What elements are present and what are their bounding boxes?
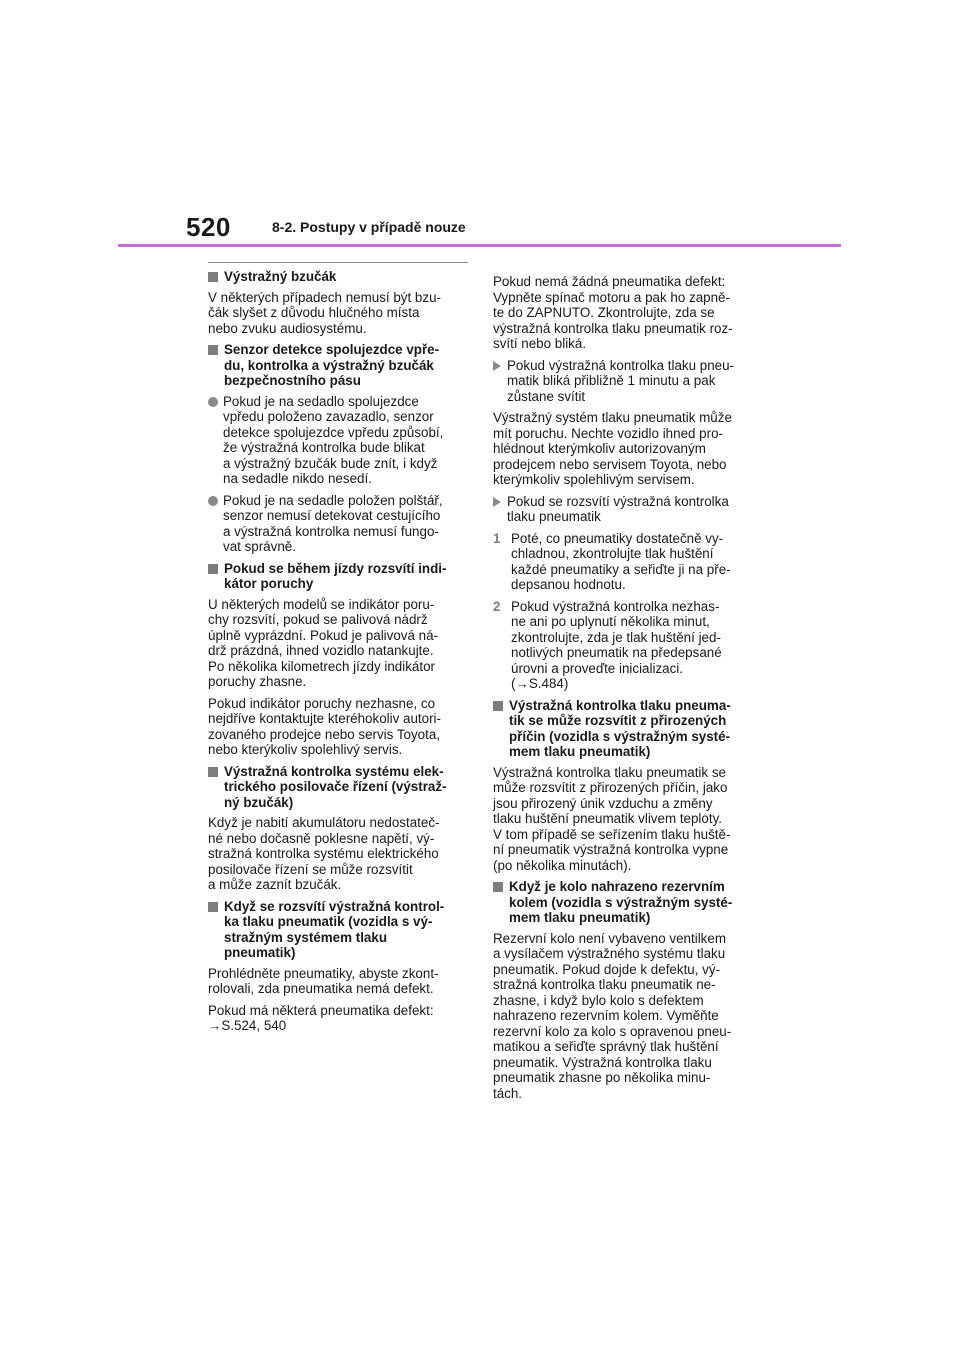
text-line: jsou přirozený únik vzduchu a změny xyxy=(493,795,713,811)
text-line: senzor nemusí detekovat cestujícího xyxy=(223,508,441,523)
text-line: úplně vyprázdní. Pokud je palivová ná- xyxy=(208,627,439,643)
text-line: stražným systémem tlaku xyxy=(224,929,387,945)
text-line: Pokud je na sedadlo spolujezdce xyxy=(223,393,419,409)
text-line: nebo zvuku audiosystému. xyxy=(208,320,367,336)
arrow-item xyxy=(493,358,753,405)
bullet-item xyxy=(208,493,468,555)
text-line: zovaného prodejce nebo servis Toyota, xyxy=(208,726,441,742)
square-bullet-icon xyxy=(208,767,218,777)
text-line: mít poruchu. Nechte vozidlo ihned pro- xyxy=(493,425,723,441)
text-line: na sedadle nikdo nesedí. xyxy=(223,471,372,486)
bullet-text xyxy=(223,493,468,555)
text-line: Když je nabití akumulátoru nedostateč- xyxy=(208,815,440,830)
text-line: a výstražná kontrolka nemusí fungo- xyxy=(223,523,439,539)
text-line: poruchy zhasne. xyxy=(208,674,307,689)
text-line: tách. xyxy=(493,1085,523,1101)
text-line: Rezervní kolo není vybaveno ventilkem xyxy=(493,930,726,946)
bullet-item xyxy=(208,394,468,487)
text-line: (po několika minutách). xyxy=(493,857,632,873)
text-line: ní pneumatik výstražná kontrolka vypne xyxy=(493,842,729,857)
paragraph xyxy=(493,931,753,1102)
heading-rezervni-kolo xyxy=(493,879,753,926)
text-line: vpředu položeno zavazadlo, senzor xyxy=(223,409,434,424)
text-line: kolem (vozidla s výstražným systé- xyxy=(509,894,733,910)
text-line: Senzor detekce spolujezdce vpře- xyxy=(224,342,440,357)
text-line: nebo kterýkoliv spolehlivý servis. xyxy=(208,742,403,757)
step-item xyxy=(493,531,753,593)
text-line: pneumatik. Výstražná kontrolka tlaku xyxy=(493,1054,712,1070)
text-line: každé pneumatiky a seřiďte ji na pře- xyxy=(511,561,731,577)
paragraph xyxy=(208,290,468,337)
text-line: že výstražná kontrolka bude blikat xyxy=(223,440,425,455)
text-line: Výstražná kontrolka tlaku pneumatik se xyxy=(493,764,726,780)
text-line: tik se může rozsvítit z přirozených xyxy=(509,713,727,728)
text-line: svítí nebo bliká. xyxy=(493,336,587,351)
text-line: nahrazeno rezervním kolem. Vyměňte xyxy=(493,1008,719,1023)
text-line: stražná kontrolka tlaku pneumatik ne- xyxy=(493,977,716,992)
paragraph xyxy=(493,765,753,874)
column-top-rule xyxy=(208,262,468,263)
text-line: hlédnout kterýmkoliv autorizovaným xyxy=(493,441,706,456)
text-line: výstražná kontrolka tlaku pneumatik roz- xyxy=(493,320,733,336)
step-number: 2 xyxy=(493,598,501,614)
text-line: pneumatik) xyxy=(224,945,296,960)
text-line: tlaku pneumatik xyxy=(507,509,601,524)
square-bullet-icon xyxy=(493,882,503,892)
circle-bullet-icon xyxy=(208,397,218,407)
text-line: Vypněte spínač motoru a pak ho zapně- xyxy=(493,289,730,305)
text-line: ka tlaku pneumatik (vozidla s vý- xyxy=(224,914,433,929)
square-bullet-icon xyxy=(208,902,218,912)
text-line: U některých modelů se indikátor poru- xyxy=(208,596,435,612)
text-line: Pokud je na sedadle položen polštář, xyxy=(223,492,443,508)
text-line: chy rozsvítí, pokud se palivová nádrž xyxy=(208,612,428,627)
text-line: chladnou, zkontrolujte tlak huštění xyxy=(511,546,714,561)
heading-text xyxy=(224,342,468,389)
text-line: Pokud má některá pneumatika defekt: xyxy=(208,1002,434,1018)
text-line: (→S.484) xyxy=(511,676,569,691)
text-line: Prohlédněte pneumatiky, abyste zkont- xyxy=(208,965,439,981)
triangle-bullet-icon xyxy=(493,361,501,371)
text-line: mem tlaku pneumatik) xyxy=(509,910,651,925)
text-line: du, kontrolka a výstražný bzučák xyxy=(224,357,434,373)
text-line: V některých případech nemusí být bzu- xyxy=(208,289,441,305)
text-line: zkontrolujte, zda je tlak huštění jed- xyxy=(511,629,721,645)
text-line: prodejcem nebo servisem Toyota, nebo xyxy=(493,456,727,472)
text-line: Výstražný bzučák xyxy=(224,269,337,284)
text-line: příčin (vozidla s výstražným systé- xyxy=(509,728,731,744)
text-line: pneumatik zhasne po několika minu- xyxy=(493,1070,711,1085)
section-title: 8-2. Postupy v případě nouze xyxy=(272,219,466,235)
heading-eps-kontrolka xyxy=(208,764,468,811)
text-line: nejdříve kontaktujte kteréhokoliv autori- xyxy=(208,711,441,726)
text-line: ne ani po uplynutí několika minut, xyxy=(511,614,710,629)
text-line: Pokud výstražná kontrolka nezhas- xyxy=(511,598,720,614)
text-line: rezervní kolo za kolo s opravenou pneu- xyxy=(493,1023,732,1039)
circle-bullet-icon xyxy=(208,496,218,506)
text-line: může rozsvítit z přirozených příčin, jako xyxy=(493,780,728,795)
text-line: drž prázdná, ihned vozidlo natankujte. xyxy=(208,643,434,658)
text-line: kátor poruchy xyxy=(224,576,314,591)
text-line: vat správně. xyxy=(223,539,296,554)
text-line: a výstražný bzučák bude znít, i když xyxy=(223,455,438,471)
text-line: Pokud se během jízdy rozsvítí indi- xyxy=(224,560,447,576)
text-line: Po několika kilometrech jízdy indikátor xyxy=(208,658,436,674)
text-line: matikou a seřiďte správný tlak huštění xyxy=(493,1039,719,1054)
text-line: Pokud výstražná kontrolka tlaku pneu- xyxy=(507,357,735,373)
text-line: notlivých pneumatik na předepsané xyxy=(511,645,722,660)
text-line: te do ZAPNUTO. Zkontrolujte, zda se xyxy=(493,305,715,320)
heading-text xyxy=(224,899,468,961)
text-line: stražná kontrolka systému elektrického xyxy=(208,846,439,861)
text-line: detekce spolujezdce vpředu způsobí, xyxy=(223,424,444,440)
text-line: posilovače řízení se může rozsvítit xyxy=(208,861,413,877)
text-line: rolovali, zda pneumatika nemá defekt. xyxy=(208,981,434,996)
square-bullet-icon xyxy=(493,701,503,711)
right-column xyxy=(493,274,753,1107)
heading-vystrazny-bzucak xyxy=(208,269,468,285)
heading-kontrolka-tlaku xyxy=(208,899,468,961)
heading-text xyxy=(224,269,468,285)
text-line: né nebo dočasně poklesne napětí, vý- xyxy=(208,830,435,846)
text-line: Poté, co pneumatiky dostatečně vy- xyxy=(511,530,724,546)
text-line: tlaku huštění pneumatik vlivem teploty. xyxy=(493,811,722,826)
step-number: 1 xyxy=(493,530,501,546)
square-bullet-icon xyxy=(208,345,218,355)
step-item xyxy=(493,599,753,692)
text-line: Výstražná kontrolka tlaku pneuma- xyxy=(509,697,731,713)
text-line: zhasne, i když bylo kolo s defektem xyxy=(493,992,704,1008)
paragraph xyxy=(208,597,468,690)
paragraph xyxy=(208,696,468,758)
text-line: matik bliká přibližně 1 minutu a pak xyxy=(507,373,716,388)
heading-text xyxy=(224,764,468,811)
text-line: V tom případě se seřízením tlaku huště- xyxy=(493,826,731,842)
text-line: ný bzučák) xyxy=(224,794,294,810)
text-line: čák slyšet z důvodu hlučného místa xyxy=(208,305,420,320)
arrow-item xyxy=(493,494,753,525)
arrow-item-text xyxy=(507,358,753,405)
step-text xyxy=(511,599,753,692)
heading-text xyxy=(509,698,753,760)
left-column xyxy=(208,262,468,1040)
text-line: Výstražný systém tlaku pneumatik může xyxy=(493,410,732,425)
text-line: zůstane svítit xyxy=(507,388,586,404)
text-line: úrovni a proveďte inicializaci. xyxy=(511,660,683,676)
step-text xyxy=(511,531,753,593)
text-line: Když je kolo nahrazeno rezervním xyxy=(509,879,725,894)
text-line: →S.524, 540 xyxy=(208,1018,287,1033)
paragraph xyxy=(493,274,753,352)
heading-text xyxy=(224,561,468,592)
paragraph xyxy=(493,410,753,488)
triangle-bullet-icon xyxy=(493,497,501,507)
header-rule xyxy=(118,244,841,247)
bullet-text xyxy=(223,394,468,487)
text-line: mem tlaku pneumatik) xyxy=(509,744,651,759)
text-line: Pokud se rozsvítí výstražná kontrolka xyxy=(507,493,729,509)
text-line: bezpečnostního pásu xyxy=(224,373,361,388)
text-line: Výstražná kontrolka systému elek- xyxy=(224,763,444,779)
text-line: Když se rozsvítí výstražná kontrol- xyxy=(224,898,445,914)
text-line: trického posilovače řízení (výstraž- xyxy=(224,779,447,794)
square-bullet-icon xyxy=(208,272,218,282)
page-number: 520 xyxy=(186,212,231,242)
paragraph-page-reference xyxy=(208,1003,468,1034)
square-bullet-icon xyxy=(208,564,218,574)
heading-prirozene-priciny xyxy=(493,698,753,760)
text-line: depsanou hodnotu. xyxy=(511,577,626,592)
text-line: kterýmkoliv spolehlivým servisem. xyxy=(493,472,695,487)
text-line: a může zaznít bzučák. xyxy=(208,877,342,892)
text-line: pneumatik. Pokud dojde k defektu, vý- xyxy=(493,961,721,977)
heading-indikator-poruchy xyxy=(208,561,468,592)
text-line: Pokud nemá žádná pneumatika defekt: xyxy=(493,274,726,289)
heading-senzor-detekce xyxy=(208,342,468,389)
text-line: Pokud indikátor poruchy nezhasne, co xyxy=(208,695,436,711)
text-line: a vysílačem výstražného systému tlaku xyxy=(493,946,726,961)
paragraph xyxy=(208,966,468,997)
heading-text xyxy=(509,879,753,926)
paragraph xyxy=(208,815,468,893)
arrow-item-text xyxy=(507,494,753,525)
